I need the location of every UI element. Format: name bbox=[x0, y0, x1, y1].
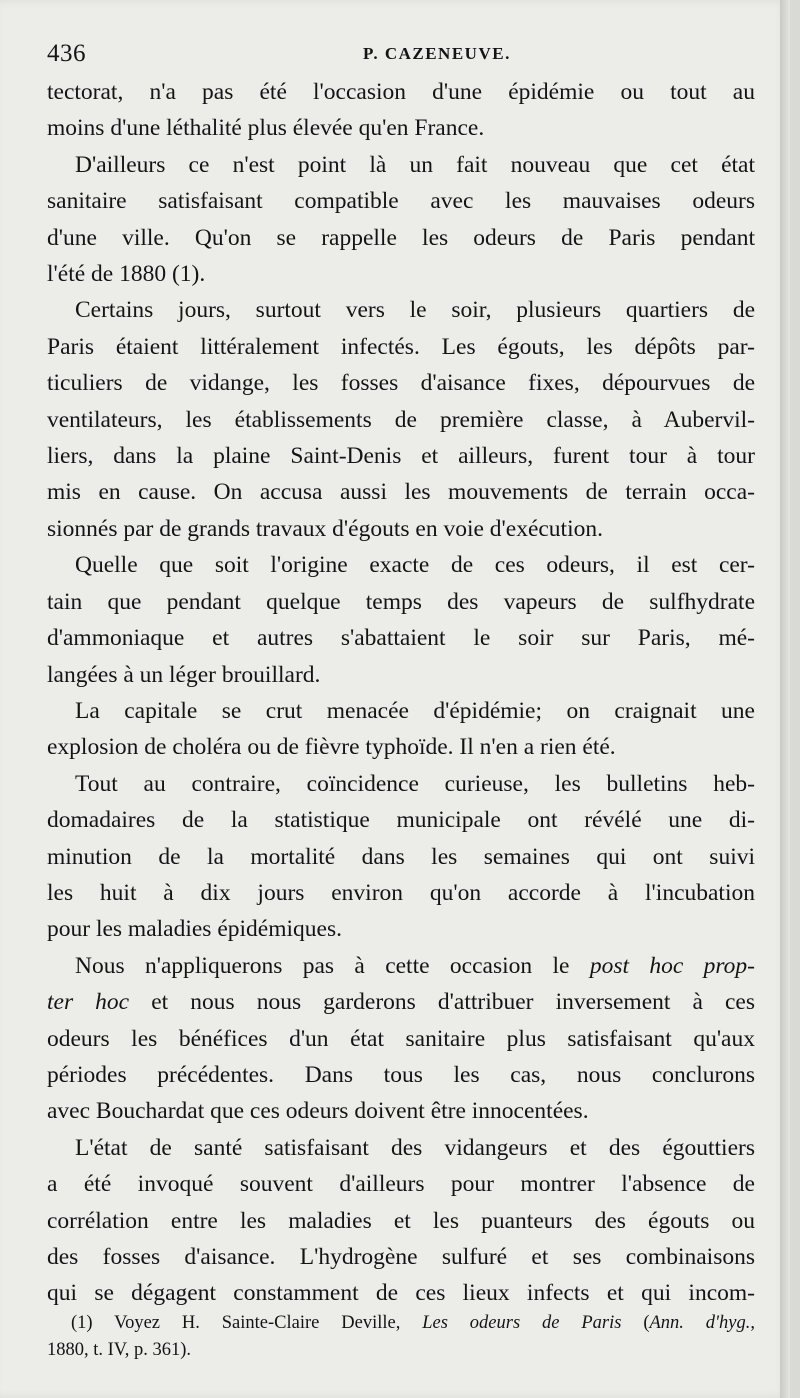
footnote-line: 1880, t. IV, p. 361). bbox=[47, 1340, 192, 1360]
text-line: tain que pendant quelque temps des vapeurs de sulfhydrate bbox=[47, 588, 755, 615]
running-head: P. CAZENEUVE. bbox=[363, 44, 511, 63]
paragraph bbox=[47, 547, 755, 693]
paragraph bbox=[47, 147, 755, 293]
text-line: domadaires de la statistique municipale ont révélé une di- bbox=[47, 807, 755, 834]
text-line: ventilateurs, les établissements de première classe, à Aubervil- bbox=[47, 406, 755, 433]
text-line: tectorat, n'a pas été l'occasion d'une épidémie ou tout au bbox=[47, 79, 755, 105]
text-line: L'état de santé satisfaisant des vidangeurs et des égouttiers bbox=[75, 1134, 755, 1161]
text-line: Nous n'appliquerons pas à cette occasion le post hoc prop- bbox=[75, 952, 755, 979]
text-line: Paris étaient littéralement infectés. Les égouts, les dépôts par- bbox=[47, 333, 755, 360]
text-line: liers, dans la plaine Saint-Denis et ailleurs, furent tour à tour bbox=[47, 443, 755, 470]
page-number: 436 bbox=[47, 40, 86, 67]
body-text bbox=[47, 74, 755, 1312]
text-line: pour les maladies épidémiques. bbox=[47, 916, 342, 943]
text-line: moins d'une léthalité plus élevée qu'en France. bbox=[47, 115, 485, 142]
text-line: d'ammoniaque et autres s'abattaient le soir sur Paris, mé- bbox=[47, 625, 755, 652]
text-line: langées à un léger brouillard. bbox=[47, 661, 321, 688]
paragraph bbox=[47, 693, 755, 766]
text-line: explosion de choléra ou de fièvre typhoïde. Il n'en a rien été. bbox=[47, 734, 616, 761]
text-line: avec Bouchardat que ces odeurs doivent être innocentées. bbox=[47, 1098, 589, 1125]
text-line: d'une ville. Qu'on se rappelle les odeurs de Paris pendant bbox=[47, 224, 755, 251]
text-line: sionnés par de grands travaux d'égouts en voie d'exécution. bbox=[47, 515, 603, 542]
text-line: l'été de 1880 (1). bbox=[47, 261, 206, 288]
page-edge bbox=[780, 0, 790, 1398]
text-line: sanitaire satisfaisant compatible avec les mauvaises odeurs bbox=[47, 188, 755, 215]
text-line: ter hoc et nous nous garderons d'attribuer inversement à ces bbox=[47, 989, 755, 1016]
footnote-line: (1) Voyez H. Sainte-Claire Deville, Les odeurs de Paris (Ann. d'hyg., bbox=[71, 1313, 755, 1333]
text-line: D'ailleurs ce n'est point là un fait nouveau que cet état bbox=[75, 151, 755, 178]
text-line: Quelle que soit l'origine exacte de ces odeurs, il est cer- bbox=[75, 552, 755, 579]
text-line: a été invoqué souvent d'ailleurs pour montrer l'absence de bbox=[47, 1171, 755, 1198]
paragraph bbox=[47, 292, 755, 547]
footnotes bbox=[47, 1310, 755, 1364]
text-line: corrélation entre les maladies et les puanteurs des égouts ou bbox=[47, 1207, 755, 1234]
text-line: La capitale se crut menacée d'épidémie; on craignait une bbox=[75, 697, 755, 724]
text-line: odeurs les bénéfices d'un état sanitaire plus satisfaisant qu'aux bbox=[47, 1025, 755, 1052]
text-line: des fosses d'aisance. L'hydrogène sulfuré et ses combinaisons bbox=[47, 1244, 755, 1270]
paragraph bbox=[47, 74, 755, 147]
text-line: ticuliers de vidange, les fosses d'aisance fixes, dépourvues de bbox=[47, 370, 755, 397]
paragraph bbox=[47, 766, 755, 948]
paragraph bbox=[47, 1130, 755, 1312]
text-line: périodes précédentes. Dans tous les cas, nous conclurons bbox=[47, 1061, 755, 1088]
text-line: Tout au contraire, coïncidence curieuse, les bulletins heb- bbox=[75, 770, 755, 797]
text-line: mis en cause. On accusa aussi les mouvements de terrain occa- bbox=[47, 479, 755, 506]
paragraph bbox=[47, 948, 755, 1130]
page-header bbox=[47, 38, 759, 68]
text-line: minution de la mortalité dans les semaines qui ont suivi bbox=[47, 843, 755, 870]
text-line: les huit à dix jours environ qu'on accorde à l'incubation bbox=[47, 879, 755, 906]
text-line: Certains jours, surtout vers le soir, plusieurs quartiers de bbox=[75, 297, 755, 324]
text-line: qui se dégagent constamment de ces lieux infects et qui incom- bbox=[47, 1280, 755, 1307]
